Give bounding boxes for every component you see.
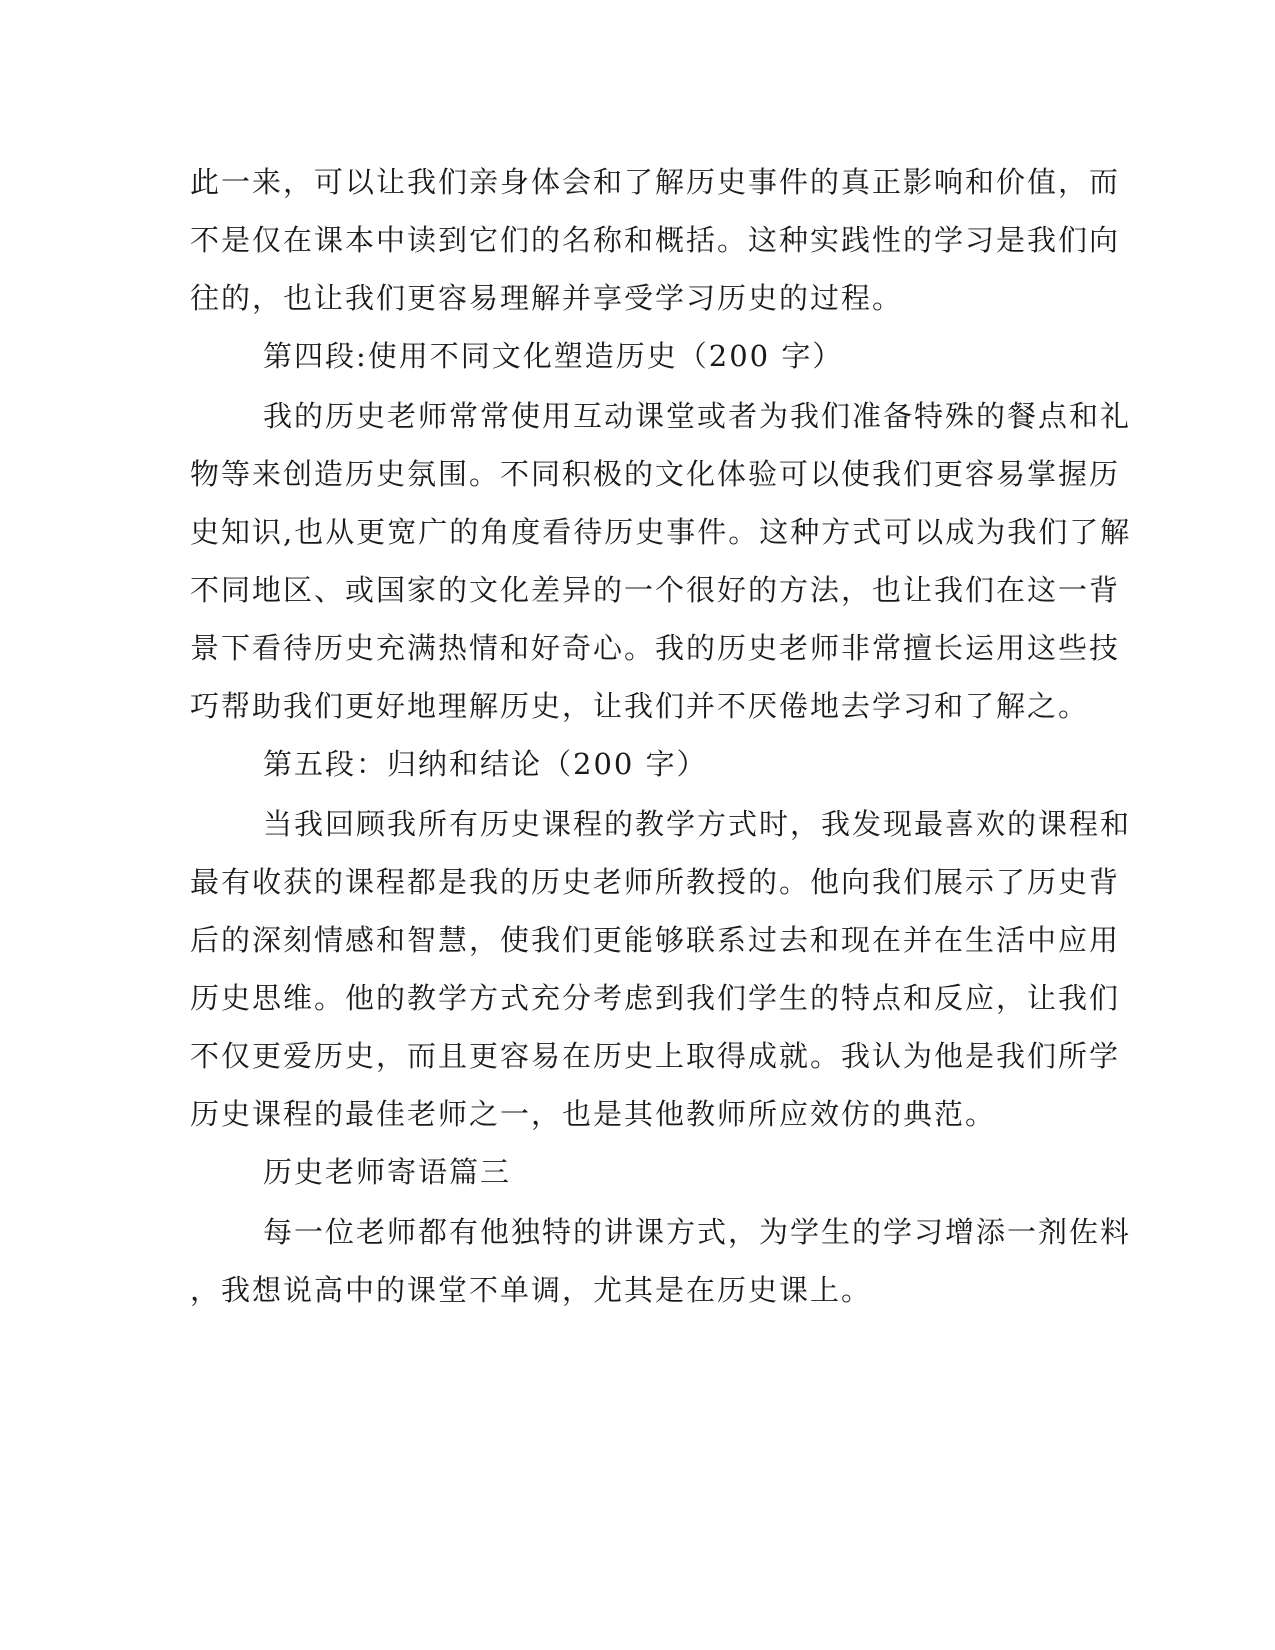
text-line: 我的历史老师常常使用互动课堂或者为我们准备特殊的餐点和礼 [263,399,1132,433]
section-heading: 第五段：归纳和结论（200 字） [263,747,708,781]
text-line: 史知识,也从更宽广的角度看待历史事件。这种方式可以成为我们了解 [190,515,1132,549]
text-line: 物等来创造历史氛围。不同积极的文化体验可以使我们更容易掌握历 [190,457,1121,491]
text-line: 此一来，可以让我们亲身体会和了解历史事件的真正影响和价值，而 [190,165,1121,199]
text-line: 最有收获的课程都是我的历史老师所教授的。他向我们展示了历史背 [190,865,1121,899]
text-line: 巧帮助我们更好地理解历史，让我们并不厌倦地去学习和了解之。 [190,689,1090,723]
text-line: 不仅更爱历史，而且更容易在历史上取得成就。我认为他是我们所学 [190,1039,1121,1073]
text-line: 历史课程的最佳老师之一，也是其他教师所应效仿的典范。 [190,1097,997,1131]
text-line: 不同地区、或国家的文化差异的一个很好的方法，也让我们在这一背 [190,573,1121,607]
section-heading: 第四段:使用不同文化塑造历史（200 字） [263,339,844,373]
text-line: 当我回顾我所有历史课程的教学方式时，我发现最喜欢的课程和 [263,807,1132,841]
text-line: 每一位老师都有他独特的讲课方式，为学生的学习增添一剂佐料 [263,1215,1132,1249]
section-heading: 历史老师寄语篇三 [263,1155,512,1189]
text-line: 后的深刻情感和智慧，使我们更能够联系过去和现在并在生活中应用 [190,923,1121,957]
text-line: 历史思维。他的教学方式充分考虑到我们学生的特点和反应，让我们 [190,981,1121,1015]
text-line: 景下看待历史充满热情和好奇心。我的历史老师非常擅长运用这些技 [190,631,1121,665]
text-line: 不是仅在课本中读到它们的名称和概括。这种实践性的学习是我们向 [190,223,1121,257]
text-line: 往的，也让我们更容易理解并享受学习历史的过程。 [190,281,904,315]
text-line: ，我想说高中的课堂不单调，尤其是在历史课上。 [190,1273,873,1307]
